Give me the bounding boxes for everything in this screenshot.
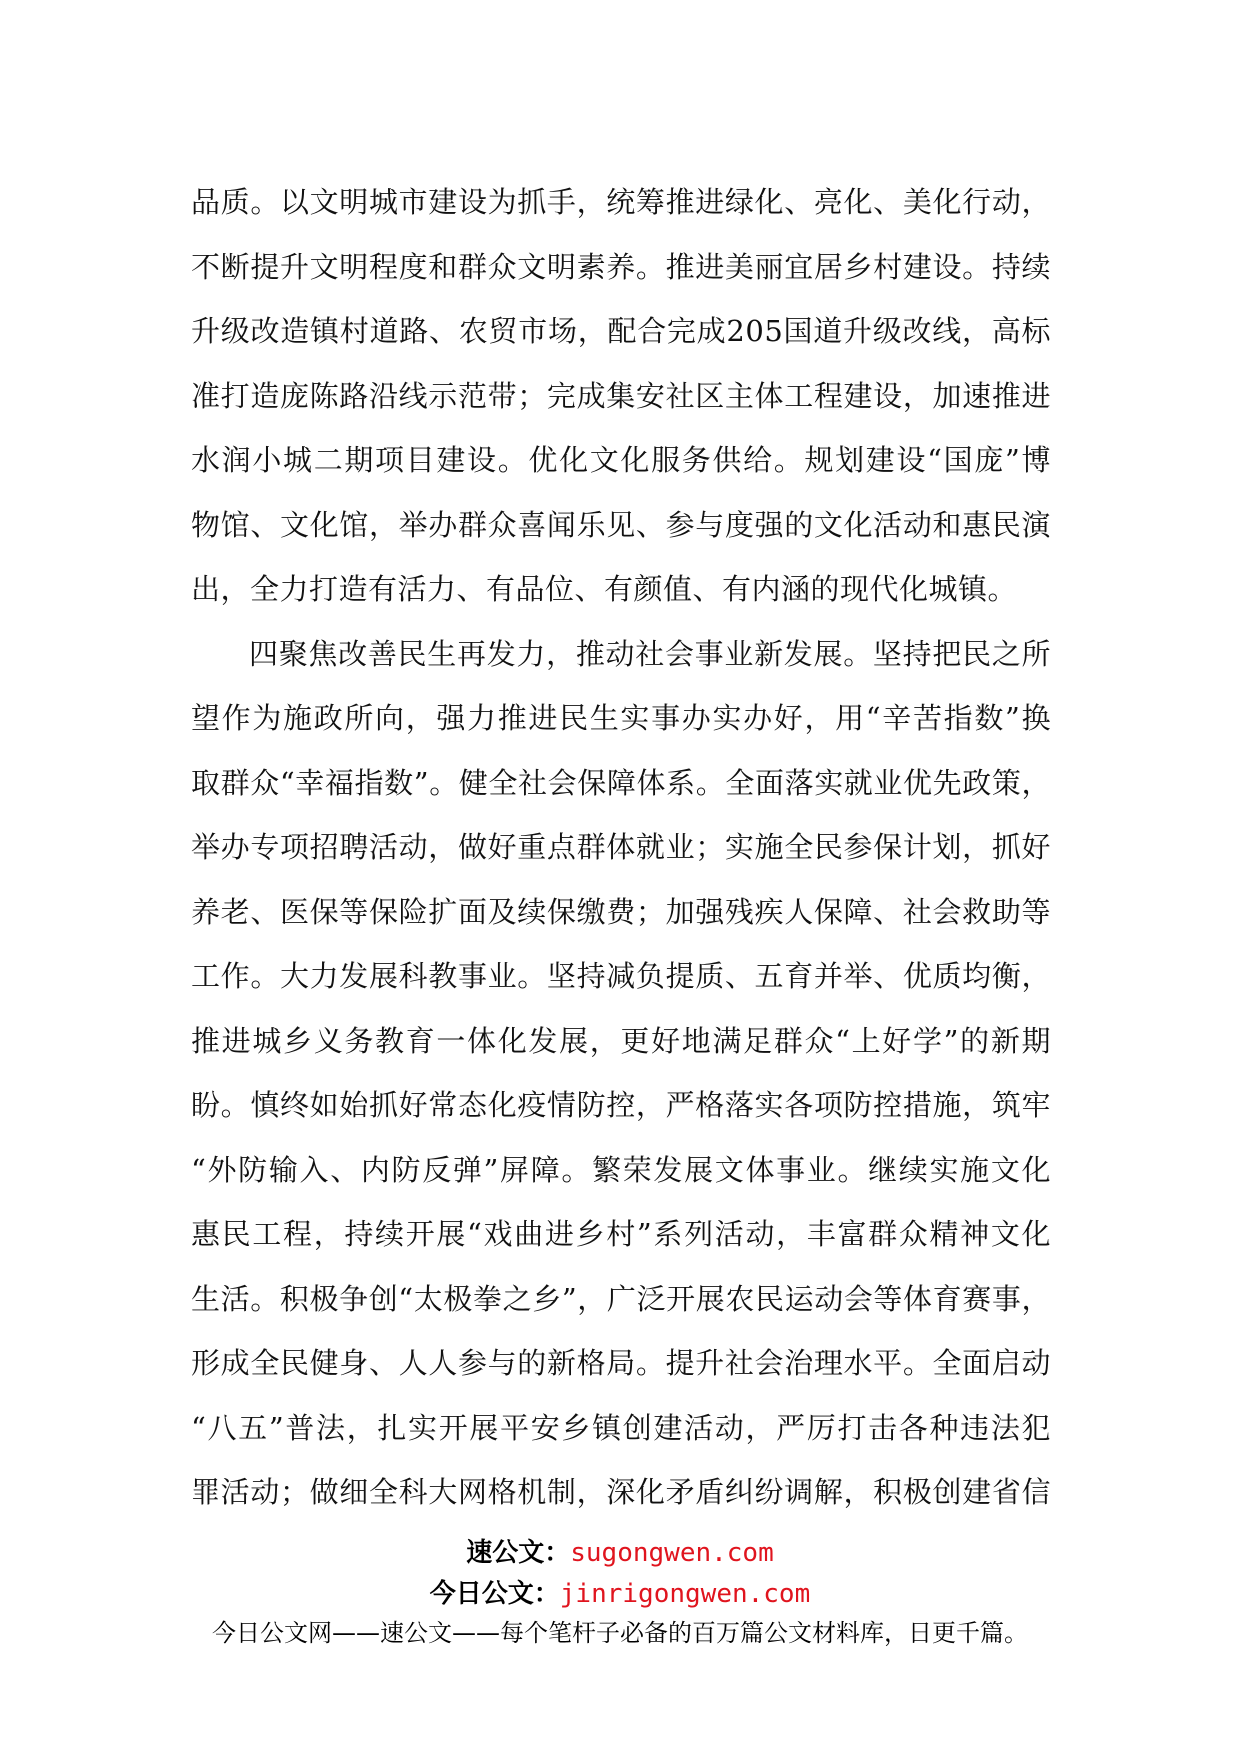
footer-sugongwen [0,1532,1240,1569]
text-line: 盼。慎终如始抓好常态化疫情防控，严格落实各项防控措施，筑牢 [191,1088,1051,1122]
text-line: 取群众“幸福指数”。健全社会保障体系。全面落实就业优先政策， [191,765,1051,800]
footer-label-jinrigongwen: 今日公文： [429,1579,560,1609]
text-line: 惠民工程，持续开展“戏曲进乡村”系列活动，丰富群众精神文化 [191,1217,1051,1251]
footer-tagline: 今日公文网——速公文——每个笔杆子必备的百万篇公文材料库，日更千篇。 [212,1619,1028,1647]
paragraph-1 [191,170,1051,622]
text-line: 品质。以文明城市建设为抓手，统筹推进绿化、亮化、美化行动， [191,185,1051,219]
text-line: 罪活动；做细全科大网格机制，深化矛盾纠纷调解，积极创建省信 [191,1475,1051,1509]
text-line: 准打造庞陈路沿线示范带；完成集安社区主体工程建设，加速推进 [191,378,1051,413]
text-line: 举办专项招聘活动，做好重点群体就业；实施全民参保计划，抓好 [191,830,1051,864]
text-line: “外防输入、内防反弹”屏障。繁荣发展文体事业。继续实施文化 [191,1152,1051,1187]
text-line: 升级改造镇村道路、农贸市场，配合完成205国道升级改线，高标 [191,314,1051,348]
text-line: 水润小城二期项目建设。优化文化服务供给。规划建设“国庞”博 [191,443,1051,477]
text-line: 形成全民健身、人人参与的新格局。提升社会治理水平。全面启动 [191,1346,1051,1380]
jinrigongwen-link[interactable]: jinrigongwen.com [559,1579,811,1609]
text-line: 生活。积极争创“太极拳之乡”，广泛开展农民运动会等体育赛事， [191,1281,1051,1316]
text-line: 四聚焦改善民生再发力，推动社会事业新发展。坚持把民之所 [249,636,1051,671]
text-line: 望作为施政所向，强力推进民生实事办实办好，用“辛苦指数”换 [191,701,1051,735]
sugongwen-link[interactable]: sugongwen.com [570,1538,774,1568]
footer-jinrigongwen [0,1573,1240,1610]
text-line: 养老、医保等保险扩面及续保缴费；加强残疾人保障、社会救助等 [191,894,1051,929]
paragraph-2 [191,622,1051,1525]
text-line: 工作。大力发展科教事业。坚持减负提质、五育并举、优质均衡， [191,959,1051,993]
text-line: 不断提升文明程度和群众文明素养。推进美丽宜居乡村建设。持续 [191,249,1051,284]
document-body [191,170,1051,1525]
footer-label-sugongwen: 速公文： [466,1538,571,1568]
text-line: 物馆、文化馆，举办群众喜闻乐见、参与度强的文化活动和惠民演 [191,507,1051,542]
text-line: 出，全力打造有活力、有品位、有颜值、有内涵的现代化城镇。 [191,572,1018,606]
text-line: 推进城乡义务教育一体化发展，更好地满足群众“上好学”的新期 [191,1023,1051,1058]
text-line: “八五”普法，扎实开展平安乡镇创建活动，严厉打击各种违法犯 [191,1410,1051,1445]
